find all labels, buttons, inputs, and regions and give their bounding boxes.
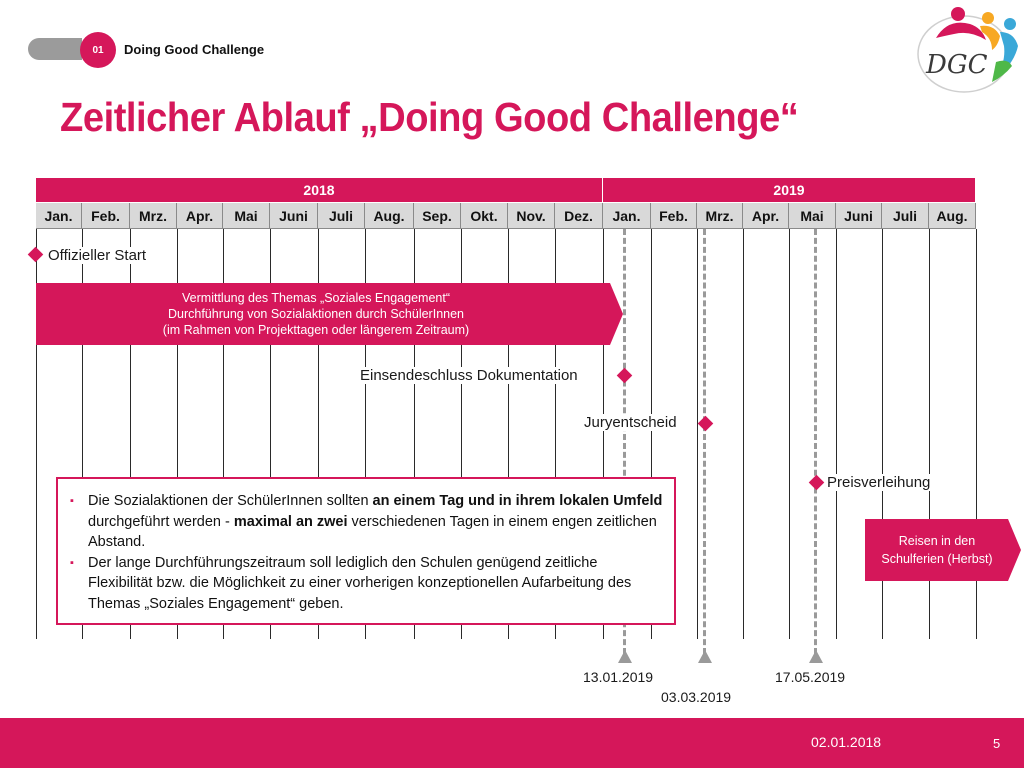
month-header-1: Jan. <box>36 203 82 229</box>
month-grid-line <box>789 229 790 639</box>
jury-date-label: 03.03.2019 <box>661 689 732 705</box>
section-number-badge: 01 <box>80 32 116 68</box>
note-box <box>56 477 676 625</box>
page-number: 5 <box>993 736 1001 751</box>
month-header-4: Apr. <box>177 203 223 229</box>
travel-line-1: Reisen in den <box>898 534 976 548</box>
deadline-diamond-icon <box>617 368 633 384</box>
travel-banner <box>865 519 1023 581</box>
section-indicator-bar <box>28 38 82 60</box>
month-header-19: Juli <box>882 203 929 229</box>
logo-text: DGC <box>926 50 988 80</box>
month-header-12: Dez. <box>555 203 603 229</box>
month-header-3: Mrz. <box>130 203 177 229</box>
month-header-8: Aug. <box>365 203 414 229</box>
award-dash-line <box>814 229 817 654</box>
note-bullet-1: ▪ Die Sozialaktionen der SchülerInnen sollten an einem Tag und in ihrem lokalen Umfeld durchgeführt werden - maximal an zwei verschiedenen Tagen in einem engen zeitlichen Abstand. <box>70 491 664 553</box>
month-header-2: Feb. <box>82 203 130 229</box>
jury-marker-triangle <box>698 650 712 663</box>
month-header-10: Okt. <box>461 203 508 229</box>
phase-banner <box>36 283 626 345</box>
deadline-date-label: 13.01.2019 <box>583 669 654 685</box>
month-header-17: Mai <box>789 203 836 229</box>
month-header-5: Mai <box>223 203 270 229</box>
award-date-label: 17.05.2019 <box>775 669 846 685</box>
month-grid-line <box>836 229 837 639</box>
start-milestone-label: Offizieller Start <box>48 247 147 264</box>
month-header-11: Nov. <box>508 203 555 229</box>
section-label: Doing Good Challenge <box>124 42 265 57</box>
year-2018-header: 2018 <box>36 178 603 202</box>
note-bullet-2: ▪ Der lange Durchführungszeitraum soll lediglich den Schulen genügend zeitliche Flexibilität bzw. die Möglichkeit zu einer vorherigen konzeptionellen Aufarbeitung des Themas „Soziales Engagement“ geben. <box>70 553 664 615</box>
jury-milestone-label: Juryentscheid <box>584 414 677 431</box>
page-title: Zeitlicher Ablauf „Doing Good Challenge“ <box>60 94 799 140</box>
award-diamond-icon <box>809 475 825 491</box>
month-header-16: Apr. <box>743 203 789 229</box>
phase-line-3: (im Rahmen von Projekttagen oder längerem Zeitraum) <box>162 323 470 337</box>
footer-date: 02.01.2018 <box>811 734 882 750</box>
jury-dash-line <box>703 229 706 654</box>
month-header-14: Feb. <box>651 203 697 229</box>
deadline-marker-triangle <box>618 650 632 663</box>
month-header-20: Aug. <box>929 203 976 229</box>
phase-line-2: Durchführung von Sozialaktionen durch SchülerInnen <box>167 307 465 321</box>
month-grid-line <box>697 229 698 639</box>
month-header-13: Jan. <box>603 203 651 229</box>
start-diamond-icon <box>28 247 44 263</box>
month-grid-line <box>743 229 744 639</box>
year-2019-header: 2019 <box>603 178 976 202</box>
month-header-6: Juni <box>270 203 318 229</box>
award-marker-triangle <box>809 650 823 663</box>
jury-diamond-icon <box>698 416 714 432</box>
award-milestone-label: Preisverleihung <box>827 474 931 491</box>
month-header-18: Juni <box>836 203 882 229</box>
travel-line-2: Schulferien (Herbst) <box>881 552 993 566</box>
deadline-milestone-label: Einsendeschluss Dokumentation <box>360 367 578 384</box>
phase-line-1: Vermittlung des Themas „Soziales Engagement“ <box>182 291 450 305</box>
month-header-15: Mrz. <box>697 203 743 229</box>
dgc-logo <box>908 2 1024 98</box>
month-header-7: Juli <box>318 203 365 229</box>
month-header-9: Sep. <box>414 203 461 229</box>
